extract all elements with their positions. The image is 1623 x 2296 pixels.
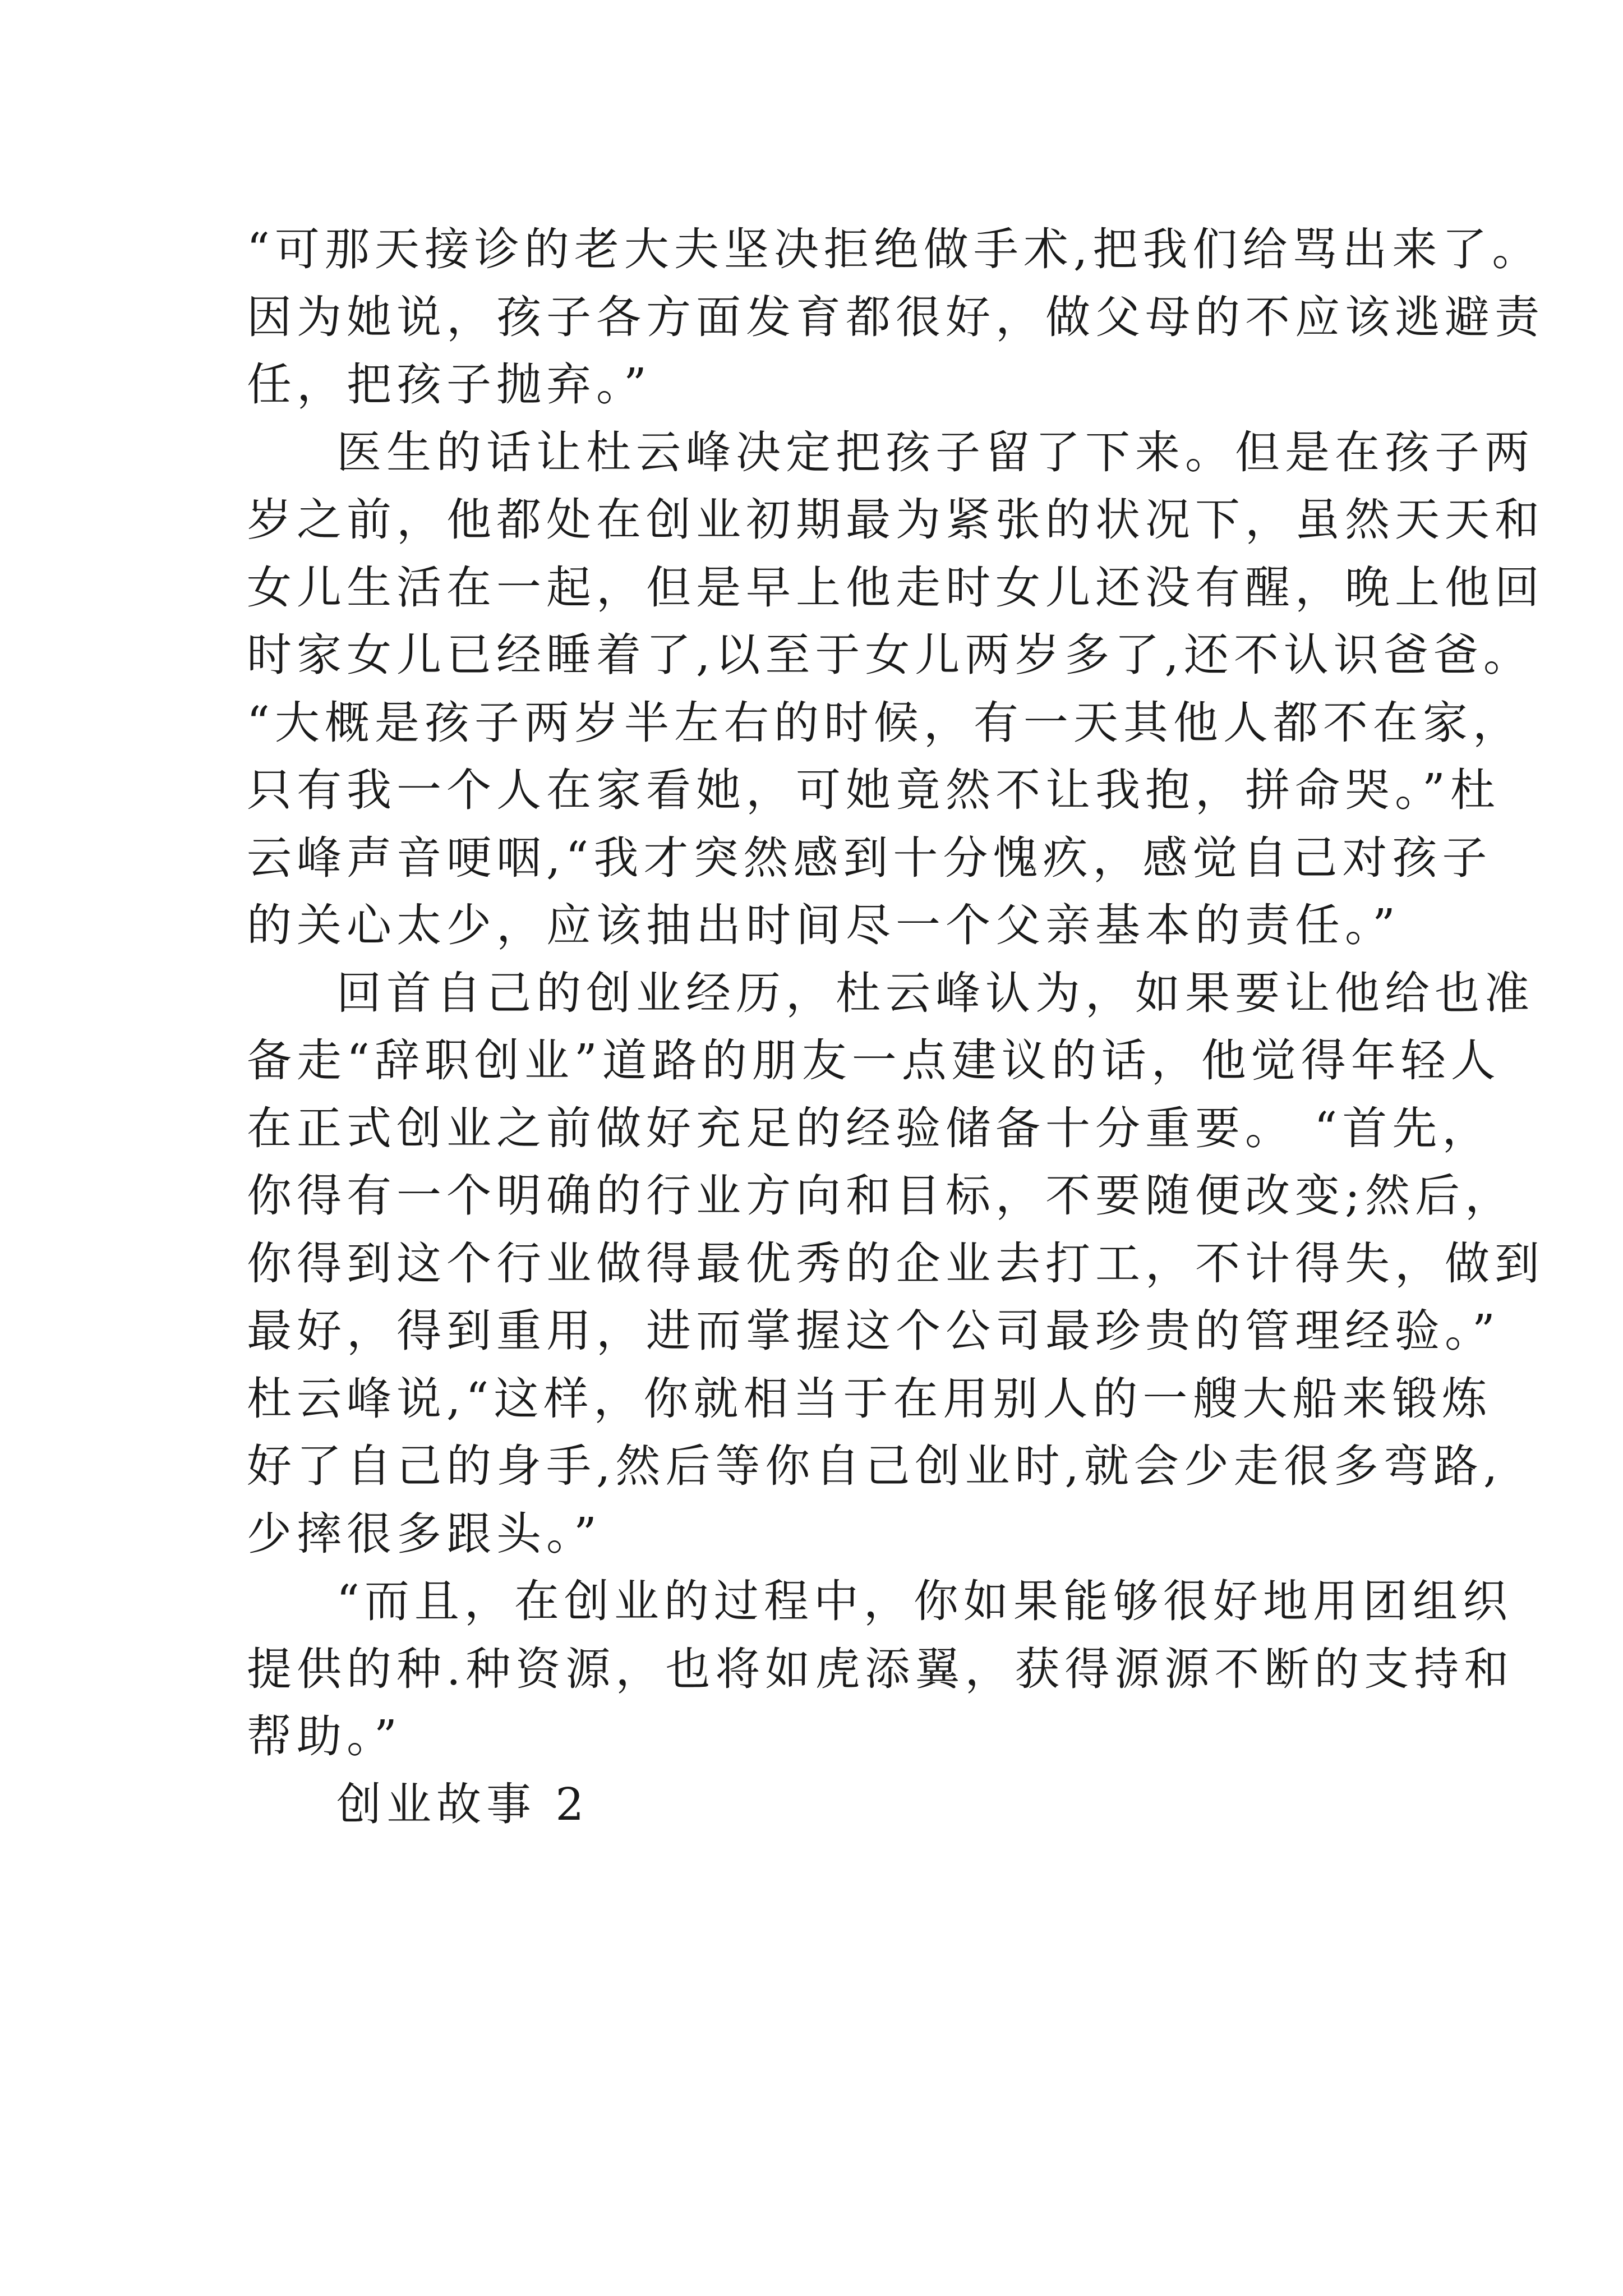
- text-line: 你得有一个明确的行业方向和目标，不要随便改变;然后，: [247, 1170, 1515, 1222]
- text-line: 任，把孩子抛弃。”: [247, 358, 652, 411]
- text-line: 最好，得到重用，进而掌握这个公司最珍贵的管理经验。”: [247, 1305, 1500, 1357]
- text-line: 好了自己的身手,然后等你自己创业时,就会少走很多弯路,: [247, 1440, 1503, 1492]
- text-line: “可那天接诊的老大夫坚决拒绝做手术,把我们给骂出来了。: [247, 223, 1542, 275]
- text-line: 创业故事 2: [336, 1778, 589, 1830]
- text-line: 因为她说，孩子各方面发育都很好，做父母的不应该逃避责: [247, 291, 1544, 343]
- text-line: 的关心太少，应该抽出时间尽一个父亲基本的责任。”: [247, 899, 1400, 951]
- text-line: 杜云峰说,“这样，你就相当于在用别人的一艘大船来锻炼: [247, 1372, 1492, 1425]
- text-line: 女儿生活在一起，但是早上他走时女儿还没有醒，晚上他回: [247, 561, 1544, 614]
- text-line: 时家女儿已经睡着了,以至于女儿两岁多了,还不认识爸爸。: [247, 629, 1533, 681]
- text-line: 医生的话让杜云峰决定把孩子留了下来。但是在孩子两: [336, 426, 1534, 478]
- text-line: 少摔很多跟头。”: [247, 1507, 602, 1560]
- text-line: 在正式创业之前做好充足的经验储备十分重要。 “首先，: [247, 1102, 1492, 1154]
- text-line: 云峰声音哽咽,“我才突然感到十分愧疚，感觉自己对孩子: [247, 831, 1492, 884]
- text-line: 提供的种.种资源，也将如虎添翼，获得源源不断的支持和: [247, 1642, 1514, 1695]
- text-line: 备走“辞职创业”道路的朋友一点建议的话，他觉得年轻人: [247, 1034, 1501, 1087]
- body-text: [247, 216, 1544, 1838]
- text-line: “大概是孩子两岁半左右的时候，有一天其他人都不在家，: [247, 696, 1523, 749]
- text-line: “而且，在创业的过程中，你如果能够很好地用团组织: [336, 1575, 1513, 1627]
- text-line: 只有我一个人在家看她，可她竟然不让我抱，拼命哭。”杜: [247, 764, 1500, 816]
- text-line: 帮助。”: [247, 1710, 402, 1763]
- text-line: 回首自己的创业经历，杜云峰认为，如果要让他给也准: [336, 967, 1534, 1019]
- text-line: 岁之前，他都处在创业初期最为紧张的状况下，虽然天天和: [247, 494, 1544, 546]
- text-line: 你得到这个行业做得最优秀的企业去打工，不计得失，做到: [247, 1237, 1544, 1290]
